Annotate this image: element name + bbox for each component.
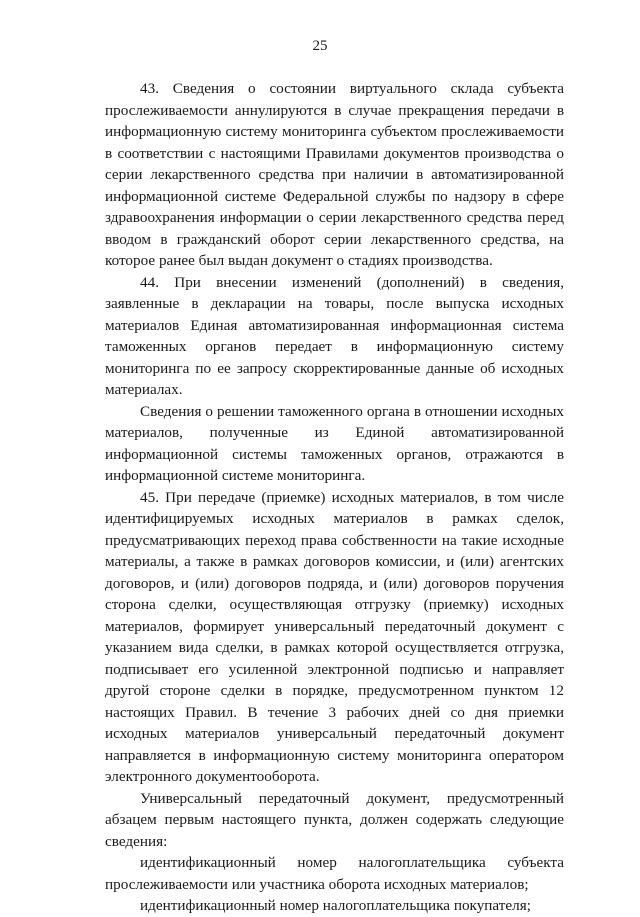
paragraph-45: 45. При передаче (приемке) исходных материалов, в том числе идентифицируемых исходных материалов в рамках сделок, предусматривающих переход права собственности на такие исходные материалы, а также в рамках договоров комиссии, и (или) агентских договоров, и (или) договоров подряда, и (или) договоров поручения сторона сделки, осуществляющая отгрузку (приемку) исходных материалов, формирует универсальный передаточный документ с указанием вида сделки, в рамках которой осуществляется отгрузка, подписывает его усиленной электронной подписью и направляет другой стороне сделки в порядке, предусмотренном пунктом 12 настоящих Правил. В течение 3 рабочих дней со дня приемки исходных материалов универсальный передаточный документ направляется в информационную систему мониторинга оператором электронного документооборота. [105, 488, 564, 785]
paragraph-43: 43. Сведения о состоянии виртуального склада субъекта прослеживаемости аннулируются в случае прекращения передачи в информационную систему мониторинга субъектом прослеживаемости в соответствии с настоящими Правилами документов производства о серии лекарственного средства при наличии в автоматизированной информационной системе Федеральной службы по надзору в сфере здравоохранения информации о серии лекарственного средства перед вводом в гражданский оборот серии лекарственного средства, на которое ранее был выдан документ о стадиях производства. [105, 80, 564, 269]
document-body [105, 78, 564, 917]
page-number: 25 [312, 38, 328, 54]
paragraph-customs-decision: Сведения о решении таможенного органа в отношении исходных материалов, полученные из Единой автоматизированной информационной системы таможенных органов, отражаются в информационной системе мониторинга. [105, 402, 564, 484]
list-item-seller-inn: идентификационный номер налогоплательщика субъекта прослеживаемости или участника оборота исходных материалов; [105, 854, 564, 893]
list-item-buyer-inn: идентификационный номер налогоплательщика покупателя; [140, 897, 531, 914]
paragraph-44: 44. При внесении изменений (дополнений) в сведения, заявленные в декларации на товары, после выпуска исходных материалов Единая автоматизированная информационная система таможенных органов передает в информационную систему мониторинга по ее запросу скорректированные данные об исходных материалах. [105, 273, 564, 398]
paragraph-upd-contents: Универсальный передаточный документ, предусмотренный абзацем первым настоящего пункта, должен содержать следующие сведения: [105, 789, 564, 850]
